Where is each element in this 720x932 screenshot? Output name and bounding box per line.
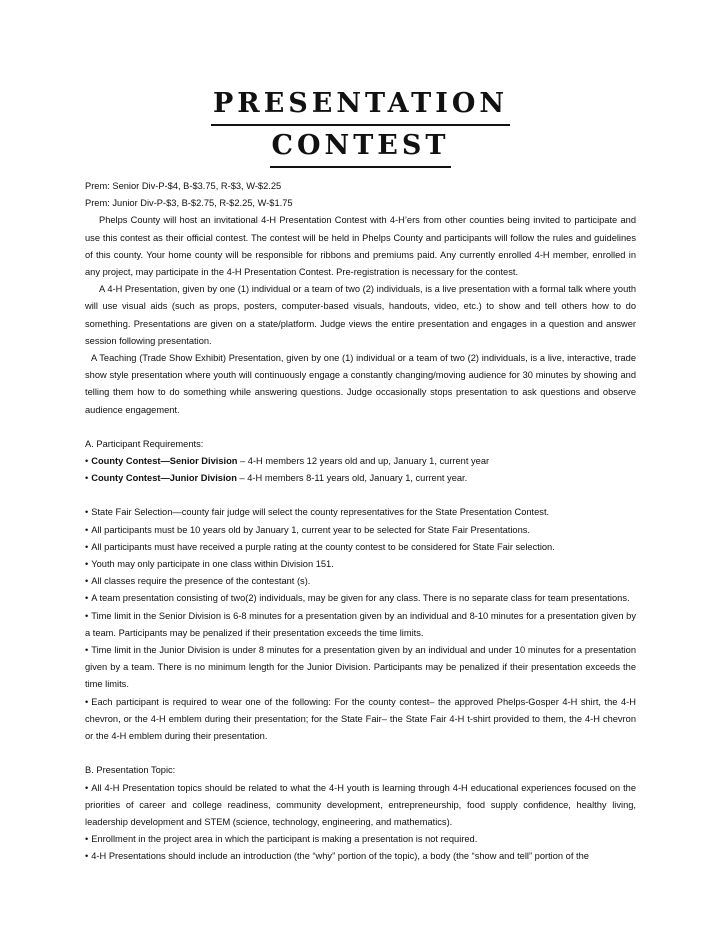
spacer (85, 745, 636, 762)
premium-senior: Prem: Senior Div-P-$4, B-$3.75, R-$3, W-$2.25 (85, 181, 282, 191)
spacer (85, 487, 636, 504)
rule-state-fair-selection: • State Fair Selection—county fair judge will select the county representatives for the State Presentation Contest. (85, 504, 636, 521)
section-a-heading: A. Participant Requirements: (85, 438, 204, 449)
spacer (85, 419, 636, 436)
document-page (85, 0, 636, 866)
rule-junior-time: • Time limit in the Junior Division is under 8 minutes for a presentation given by an individual and under 10 minutes for a presentation given by a team. There is no minimum length for the Junior Division. Participants may be penalized if their presentation exceeds the time limits. (85, 642, 636, 694)
division-junior-text: – 4-H members 8-11 years old, January 1, current year. (236, 473, 468, 484)
title-line-1: PRESENTATION (211, 84, 510, 126)
topic-rule-enrollment: • Enrollment in the project area in which the participant is making a presentation is not required. (85, 831, 636, 848)
rule-purple-rating: • All participants must have received a purple rating at the county contest to be considered for State Fair selection. (85, 539, 636, 556)
intro-paragraph-teaching: A Teaching (Trade Show Exhibit) Presentation, given by one (1) individual or a team of two (2) individuals, is a live, interactive, trade show style presentation where youth will continuously engage a constantly changing/moving audience for 30 minutes by showing and telling them how to do something while answering questions. Judge occasionally stops presentation to ask questions and observe audience engagement. (85, 353, 636, 415)
intro-paragraph-host: Phelps County will host an invitational 4-H Presentation Contest with 4-H’ers from other counties being invited to participate and use this contest as their official contest. The contest will be held in Phelps County and participants will follow the rules and guidelines of this county. Your home county will be responsible for ribbons and premiums paid. Any currently enrolled 4-H member, enrolled in any project, may participate in the 4-H Presentation Contest. Pre-registration is necessary for the contest. (85, 215, 636, 278)
division-senior-label: County Contest—Senior Division (91, 456, 238, 467)
division-junior-label: County Contest—Junior Division (91, 473, 237, 484)
section-b-heading: B. Presentation Topic: (85, 765, 176, 776)
premium-junior: Prem: Junior Div-P-$3, B-$2.75, R-$2.25, W-$1.75 (85, 198, 293, 209)
rule-attire: • Each participant is required to wear one of the following: For the county contest– the approved Phelps-Gosper 4-H shirt, the 4-H chevron, or the 4-H emblem during their presentation; for the State Fair– the State Fair 4-H t-shirt provided to them, the 4-H chevron or the 4-H emblem during their presentation. (85, 694, 636, 746)
rule-one-class: • Youth may only participate in one class within Division 151. (85, 556, 636, 573)
document-body (85, 178, 636, 866)
division-senior-text: – 4-H members 12 years old and up, January 1, current year (237, 456, 490, 467)
title-line-2: CONTEST (270, 126, 452, 168)
rule-senior-time: • Time limit in the Senior Division is 6-8 minutes for a presentation given by an individual and 8-10 minutes for a presentation given by a team. Participants may be penalized if their presentation exceeds the time limits. (85, 608, 636, 642)
division-junior (85, 470, 636, 487)
intro-paragraph-presentation: A 4-H Presentation, given by one (1) individual or a team of two (2) individuals, is a live presentation with a formal talk where youth will use visual aids (such as props, posters, computer-based visuals, handouts, video, etc.) to show and tell others how to do something. Presentations are given on a state/platform. Judge views the entire presentation and engages in a question and answer session following presentation. (85, 284, 636, 346)
division-senior (85, 453, 636, 470)
rule-age-requirement: • All participants must be 10 years old by January 1, current year to be selected for State Fair Presentations. (85, 522, 636, 539)
rule-team: • A team presentation consisting of two(2) individuals, may be given for any class. There is no separate class for team presentations. (85, 590, 636, 607)
topic-rule-priorities: • All 4-H Presentation topics should be related to what the 4-H youth is learning through 4-H educational experiences focused on the priorities of career and college readiness, community development, entrepreneurship, food supply confidence, healthy living, leadership development and STEM (science, technology, engineering, and mathematics). (85, 780, 636, 832)
rule-presence: • All classes require the presence of the contestant (s). (85, 573, 636, 590)
document-title (85, 84, 636, 168)
topic-rule-structure: • 4-H Presentations should include an introduction (the “why” portion of the topic), a body (the “show and tell” portion of the (85, 848, 636, 865)
